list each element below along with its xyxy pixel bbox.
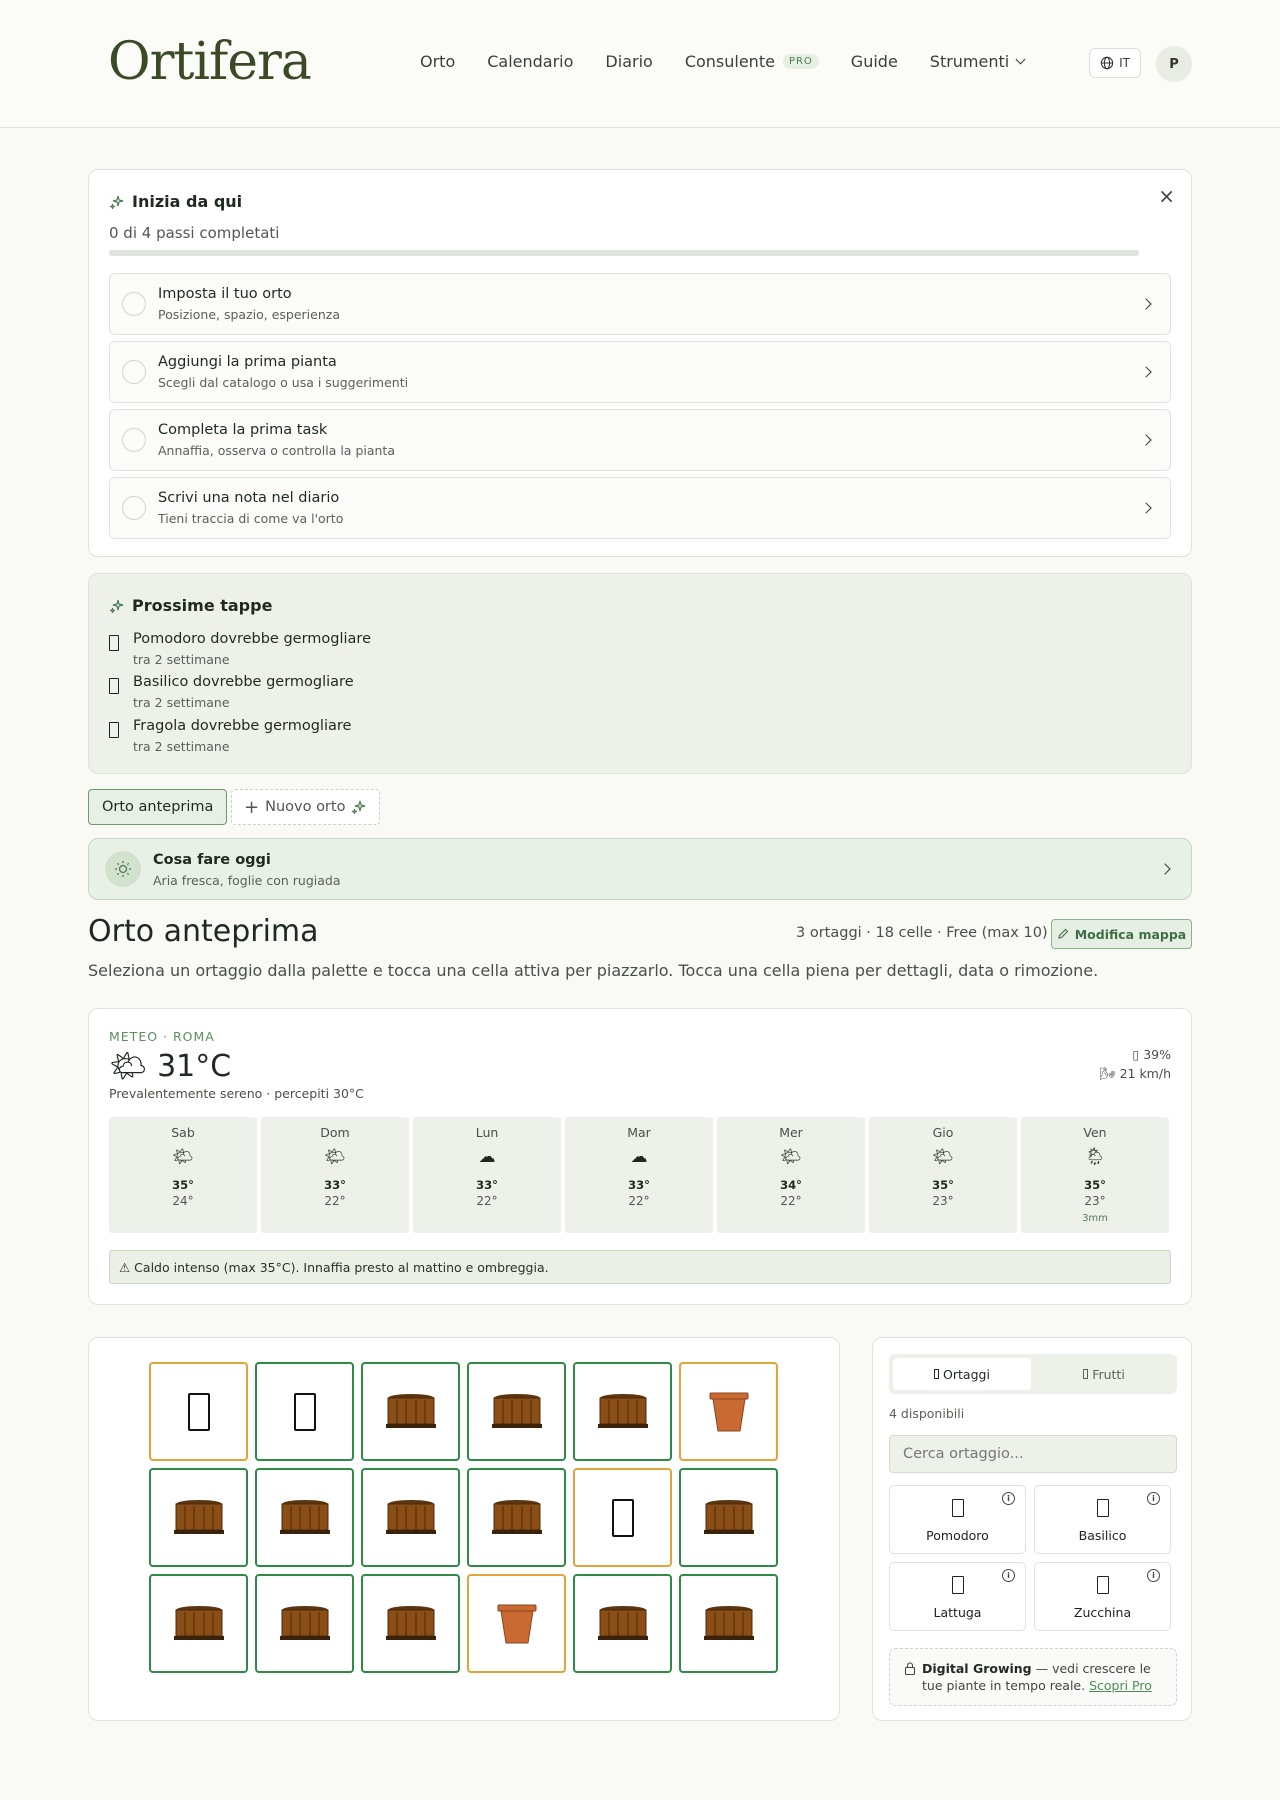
- nav-label: Calendario: [487, 52, 574, 71]
- step-title: Completa la prima task: [158, 422, 328, 438]
- tab-label: Ortaggi: [943, 1366, 990, 1382]
- grid-cell[interactable]: [467, 1362, 566, 1461]
- day-low: 22°: [324, 1194, 346, 1208]
- nav-item-orto[interactable]: [420, 52, 455, 71]
- raised-bed-icon: [278, 1604, 332, 1644]
- milestone-title: Pomodoro dovrebbe germogliare: [133, 631, 371, 647]
- avatar[interactable]: P: [1156, 46, 1192, 82]
- grid-cell[interactable]: [467, 1574, 566, 1673]
- weather-humidity: [1132, 1047, 1171, 1062]
- vegetable-icon: [934, 1369, 939, 1379]
- weather-wind: [1100, 1066, 1171, 1082]
- pot-icon: [707, 1391, 751, 1433]
- weather-temperature: 31°C: [157, 1049, 232, 1084]
- today-subtitle: Aria fresca, foglie con rugiada: [153, 873, 341, 888]
- raised-bed-icon: [278, 1498, 332, 1538]
- milestones-title: [109, 596, 272, 615]
- new-garden-button[interactable]: [231, 789, 380, 825]
- day-low: 22°: [628, 1194, 650, 1208]
- nav-item-guide[interactable]: [851, 52, 898, 71]
- grid-cell[interactable]: [361, 1362, 460, 1461]
- milestones-title-text: Prossime tappe: [132, 596, 273, 615]
- day-rain: 3mm: [1082, 1213, 1108, 1224]
- main-nav: [420, 52, 1056, 71]
- edit-map-button[interactable]: [1051, 919, 1192, 949]
- step-subtitle: Posizione, spazio, esperienza: [158, 307, 340, 322]
- forecast-day: [869, 1117, 1017, 1233]
- palette-item-zucchina[interactable]: [1034, 1562, 1171, 1631]
- chevron-right-icon: [1140, 502, 1151, 513]
- nav-label: Guide: [850, 52, 898, 71]
- step-checkbox[interactable]: [122, 360, 146, 384]
- nav-item-consulente[interactable]: [685, 52, 819, 71]
- onboarding-card: [88, 169, 1192, 557]
- chevron-right-icon: [1140, 298, 1151, 309]
- humidity-value: 39%: [1143, 1047, 1171, 1062]
- raised-bed-icon: [172, 1604, 226, 1644]
- pro-text: — vedi crescere le tue piante in tempo reale.: [922, 1661, 1151, 1693]
- chevron-down-icon: [1016, 55, 1026, 65]
- tab-ortaggi[interactable]: [893, 1358, 1031, 1390]
- nav-label: Orto: [420, 52, 456, 71]
- grid-cell[interactable]: [255, 1362, 354, 1461]
- day-name: Lun: [475, 1125, 499, 1140]
- sparkle-icon: [351, 799, 367, 815]
- fruit-icon: [1083, 1369, 1088, 1379]
- onboarding-step-first-task[interactable]: [109, 409, 1171, 471]
- raised-bed-icon: [384, 1392, 438, 1432]
- today-card[interactable]: [88, 838, 1192, 900]
- palette-item-label: Zucchina: [1073, 1605, 1132, 1620]
- grid-cell[interactable]: [255, 1574, 354, 1673]
- grid-cell[interactable]: [679, 1574, 778, 1673]
- weather-location: METEO · ROMA: [109, 1029, 215, 1044]
- step-title: Imposta il tuo orto: [158, 286, 292, 302]
- grid-cell[interactable]: [361, 1468, 460, 1567]
- raised-bed-icon: [596, 1604, 650, 1644]
- grid-cell[interactable]: [361, 1574, 460, 1673]
- info-icon[interactable]: i: [1147, 1492, 1160, 1505]
- day-low: 22°: [780, 1194, 802, 1208]
- nav-label: Diario: [605, 52, 653, 71]
- info-icon[interactable]: i: [1002, 1492, 1015, 1505]
- raised-bed-icon: [384, 1498, 438, 1538]
- palette-item-label: Basilico: [1078, 1528, 1127, 1543]
- forecast-days: [109, 1117, 1169, 1233]
- palette-item-lattuga[interactable]: [889, 1562, 1026, 1631]
- grid-cell[interactable]: [149, 1468, 248, 1567]
- step-checkbox[interactable]: [122, 496, 146, 520]
- basil-icon: [1097, 1499, 1109, 1517]
- garden-tab-preview[interactable]: Orto anteprima: [88, 789, 227, 825]
- nav-item-diario[interactable]: [605, 52, 652, 71]
- nav-item-strumenti[interactable]: [930, 52, 1024, 71]
- step-subtitle: Scegli dal catalogo o usa i suggerimenti: [158, 375, 409, 390]
- milestone-when: tra 2 settimane: [133, 739, 230, 754]
- wind-icon: 🌬: [1099, 1066, 1116, 1081]
- available-count: 4 disponibili: [889, 1406, 965, 1421]
- raised-bed-icon: [172, 1498, 226, 1538]
- grid-cell[interactable]: [255, 1468, 354, 1567]
- grid-cell[interactable]: [573, 1574, 672, 1673]
- pro-badge: PRO: [783, 54, 819, 69]
- day-low: 23°: [932, 1194, 954, 1208]
- nav-label: Consulente: [684, 52, 775, 71]
- raised-bed-icon: [384, 1604, 438, 1644]
- chevron-right-icon: [1140, 434, 1151, 445]
- grid-cell[interactable]: [149, 1362, 248, 1461]
- language-button[interactable]: [1089, 48, 1141, 78]
- day-name: Mer: [779, 1125, 803, 1140]
- palette-item-label: Lattuga: [933, 1605, 982, 1620]
- forecast-day: [261, 1117, 409, 1233]
- plus-icon: +: [244, 796, 260, 818]
- weather-icon: 🌤: [172, 1147, 194, 1167]
- pro-title: Digital Growing: [922, 1661, 1032, 1676]
- raised-bed-icon: [596, 1392, 650, 1432]
- garden-title: Orto anteprima: [88, 914, 319, 949]
- weather-description: Prevalentemente sereno · percepiti 30°C: [109, 1086, 364, 1101]
- info-icon[interactable]: i: [1002, 1569, 1015, 1582]
- plant-palette: [872, 1337, 1192, 1721]
- milestone-when: tra 2 settimane: [133, 695, 230, 710]
- chevron-right-icon: [1159, 863, 1170, 874]
- day-name: Mar: [627, 1125, 651, 1140]
- day-high: 33°: [476, 1178, 498, 1192]
- step-checkbox[interactable]: [122, 292, 146, 316]
- grid-cell[interactable]: [573, 1468, 672, 1567]
- forecast-day: [413, 1117, 561, 1233]
- palette-item-basilico[interactable]: [1034, 1485, 1171, 1554]
- nav-label: Strumenti: [929, 52, 1010, 71]
- step-title: Aggiungi la prima pianta: [158, 354, 337, 370]
- nav-item-calendario[interactable]: [487, 52, 573, 71]
- palette-item-pomodoro[interactable]: [889, 1485, 1026, 1554]
- garden-description: Seleziona un ortaggio dalla palette e tocca una cella attiva per piazzarlo. Tocca una cella piena per dettagli, data o rimozione.: [88, 961, 1099, 980]
- raised-bed-icon: [490, 1498, 544, 1538]
- sparkle-icon: [109, 598, 125, 614]
- zucchini-icon: [1097, 1576, 1109, 1594]
- step-title: Scrivi una nota nel diario: [158, 490, 340, 506]
- day-high: 33°: [628, 1178, 650, 1192]
- seedling-icon: [109, 678, 119, 694]
- globe-icon: [1100, 56, 1114, 70]
- day-name: Sab: [171, 1125, 195, 1140]
- step-subtitle: Tieni traccia di come va l'orto: [158, 511, 344, 526]
- grid-cell[interactable]: [467, 1468, 566, 1567]
- lock-icon: [904, 1662, 916, 1675]
- wind-value: 21 km/h: [1119, 1066, 1171, 1081]
- onboarding-progress-bar: [109, 250, 1139, 256]
- today-title: Cosa fare oggi: [153, 852, 271, 868]
- day-high: 34°: [780, 1178, 802, 1192]
- day-low: 22°: [476, 1194, 498, 1208]
- weather-icon: 🌤: [324, 1147, 346, 1167]
- pencil-icon: [1057, 928, 1069, 940]
- plant-icon: [294, 1393, 316, 1431]
- day-name: Ven: [1083, 1125, 1107, 1140]
- day-high: 33°: [324, 1178, 346, 1192]
- day-low: 23°: [1084, 1194, 1106, 1208]
- droplet-icon: ▯: [1132, 1047, 1140, 1062]
- grid-cell[interactable]: [573, 1362, 672, 1461]
- milestone-when: tra 2 settimane: [133, 652, 230, 667]
- plant-icon: [188, 1393, 210, 1431]
- tomato-icon: [952, 1499, 964, 1517]
- sparkle-icon: [109, 194, 125, 210]
- seedling-icon: [109, 722, 119, 738]
- seedling-icon: [109, 635, 119, 651]
- weather-card: [88, 1008, 1192, 1305]
- close-icon[interactable]: ×: [1158, 184, 1175, 208]
- onboarding-title: [109, 192, 242, 211]
- step-checkbox[interactable]: [122, 428, 146, 452]
- lettuce-icon: [952, 1576, 964, 1594]
- tab-label: Frutti: [1092, 1366, 1125, 1382]
- top-header: [0, 0, 1280, 128]
- day-high: 35°: [1084, 1178, 1106, 1192]
- info-icon[interactable]: i: [1147, 1569, 1160, 1582]
- raised-bed-icon: [702, 1498, 756, 1538]
- weather-current: [109, 1049, 231, 1084]
- weather-icon: 🌦: [1084, 1147, 1106, 1167]
- step-subtitle: Annaffia, osserva o controlla la pianta: [158, 443, 395, 458]
- onboarding-step-setup[interactable]: [109, 273, 1171, 335]
- forecast-day: [109, 1117, 257, 1233]
- tab-frutti[interactable]: [1035, 1358, 1173, 1390]
- discover-pro-link[interactable]: Scopri Pro: [1089, 1678, 1152, 1693]
- weather-icon: ☁: [478, 1147, 496, 1167]
- milestone-title: Fragola dovrebbe germogliare: [133, 718, 352, 734]
- grid-cell[interactable]: [149, 1574, 248, 1673]
- forecast-day: [717, 1117, 865, 1233]
- day-high: 35°: [172, 1178, 194, 1192]
- weather-icon: 🌤: [932, 1147, 954, 1167]
- day-high: 35°: [932, 1178, 954, 1192]
- raised-bed-icon: [490, 1392, 544, 1432]
- day-name: Dom: [320, 1125, 350, 1140]
- new-garden-label: Nuovo orto: [265, 799, 346, 815]
- palette-item-label: Pomodoro: [926, 1528, 989, 1543]
- partly-sunny-icon: 🌤: [109, 1049, 148, 1084]
- grid-cell[interactable]: [679, 1468, 778, 1567]
- raised-bed-icon: [702, 1604, 756, 1644]
- milestone-title: Basilico dovrebbe germogliare: [133, 674, 354, 690]
- onboarding-progress-text: 0 di 4 passi completati: [109, 224, 280, 242]
- pro-upsell: [889, 1648, 1177, 1706]
- heat-alert: ⚠ Caldo intenso (max 35°C). Innaffia presto al mattino e ombreggia.: [109, 1250, 1171, 1284]
- edit-map-label: Modifica mappa: [1074, 926, 1187, 942]
- language-code: IT: [1119, 56, 1130, 70]
- onboarding-title-text: Inizia da qui: [132, 192, 243, 211]
- milestones-card: [88, 573, 1192, 774]
- day-name: Gio: [932, 1125, 954, 1140]
- weather-icon: 🌤: [780, 1147, 802, 1167]
- chevron-right-icon: [1140, 366, 1151, 377]
- onboarding-step-diary-note[interactable]: [109, 477, 1171, 539]
- pot-icon: [495, 1603, 539, 1645]
- grid-cell[interactable]: [679, 1362, 778, 1461]
- logo[interactable]: Ortifera: [108, 32, 311, 92]
- sun-icon: [105, 851, 141, 887]
- palette-tabs: [889, 1354, 1177, 1394]
- onboarding-step-add-plant[interactable]: [109, 341, 1171, 403]
- day-low: 24°: [172, 1194, 194, 1208]
- forecast-day: [565, 1117, 713, 1233]
- plant-icon: [612, 1499, 634, 1537]
- garden-stats: 3 ortaggi · 18 celle · Free (max 10): [796, 925, 1048, 941]
- garden-grid: [149, 1362, 778, 1673]
- search-input[interactable]: [889, 1435, 1177, 1473]
- weather-icon: ☁: [630, 1147, 648, 1167]
- forecast-day: [1021, 1117, 1169, 1233]
- garden-grid-card: [88, 1337, 840, 1721]
